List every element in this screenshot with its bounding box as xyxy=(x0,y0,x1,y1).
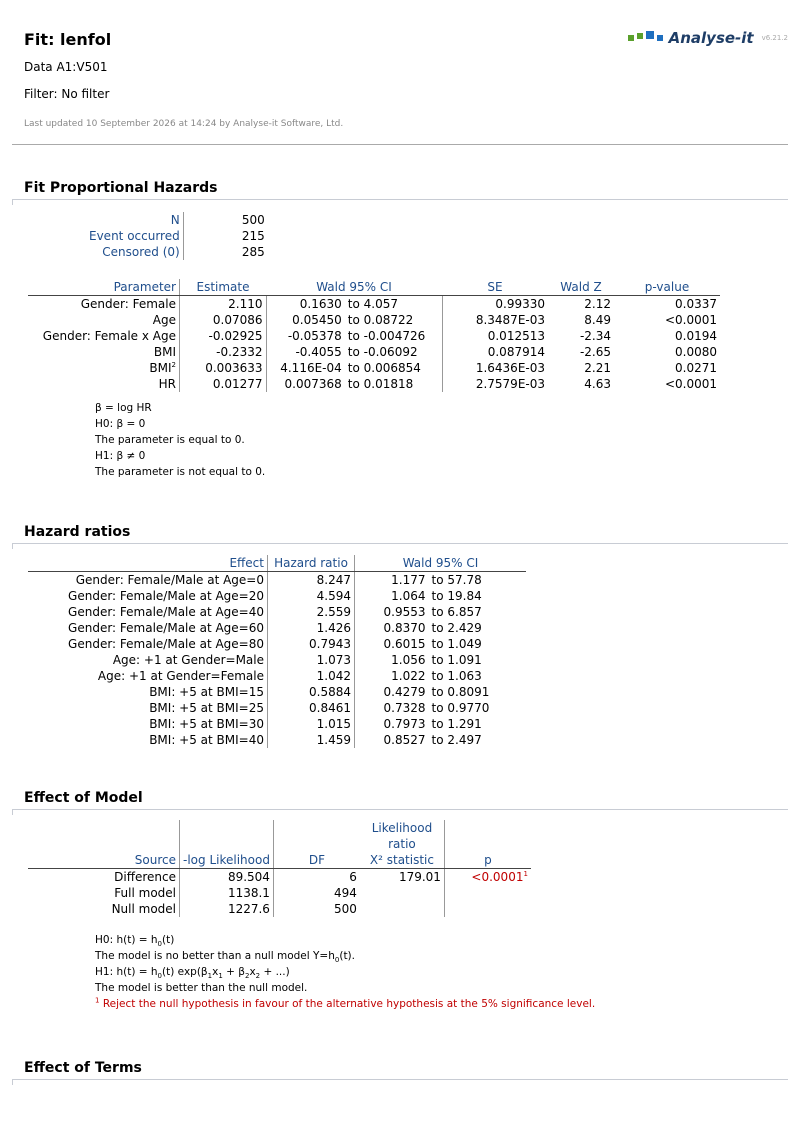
se-value: 0.99330 xyxy=(495,297,545,311)
table-row xyxy=(28,344,720,360)
p-value: 0.0337 xyxy=(675,297,717,311)
effect-name: BMI: +5 at BMI=40 xyxy=(28,732,268,748)
table-row xyxy=(28,869,531,886)
ci-upper: to -0.004726 xyxy=(345,328,442,344)
hazard-ratio-value: 1.015 xyxy=(268,716,355,732)
df-value: 494 xyxy=(334,886,357,900)
source-name: Difference xyxy=(28,869,180,886)
ci-lower: -0.4055 xyxy=(295,345,342,359)
ci-upper: to 0.8091 xyxy=(431,685,490,699)
p-value xyxy=(444,901,531,917)
section-divider xyxy=(12,543,788,544)
ci-lower: 0.9553 xyxy=(383,605,426,619)
se-value: 8.3487E-03 xyxy=(475,313,545,327)
hazard-ratio-value: 1.042 xyxy=(268,668,355,684)
model-table xyxy=(28,820,531,917)
logo-square-icon xyxy=(657,35,663,41)
ci-upper: to 1.049 xyxy=(431,637,482,651)
p-value: 0.0271 xyxy=(675,361,717,375)
loglik-value: 1227.6 xyxy=(180,901,274,917)
ci-lower: 0.8527 xyxy=(383,733,426,747)
effect-name: Gender: Female/Male at Age=0 xyxy=(28,572,268,589)
ci-upper: to 0.9770 xyxy=(431,701,490,715)
hazard-ratio-value: 4.594 xyxy=(268,588,355,604)
df-value: 500 xyxy=(334,902,357,916)
report-title: Fit: lenfol xyxy=(24,30,112,49)
parameter-name: Gender: Female x Age xyxy=(28,328,180,344)
z-value: 8.49 xyxy=(584,313,611,327)
estimate-value: -0.2332 xyxy=(180,344,267,360)
summary-value: 215 xyxy=(241,229,265,243)
section-divider-tick xyxy=(12,199,13,205)
summary-row xyxy=(86,228,268,244)
hazard-ratio-value: 0.7943 xyxy=(268,636,355,652)
estimate-value: 2.110 xyxy=(180,296,267,313)
last-updated: Last updated 10 September 2026 at 14:24 by Analyse-it Software, Ltd. xyxy=(24,119,344,129)
col-header-df: DF xyxy=(273,852,360,869)
version-label: v6.21.2 xyxy=(761,34,788,42)
hazard-ratio-value: 8.247 xyxy=(268,572,355,589)
table-row xyxy=(28,296,720,313)
table-row xyxy=(28,376,720,392)
ci-lower: 0.6015 xyxy=(383,637,426,651)
summary-value: 500 xyxy=(241,213,265,227)
logo-square-icon xyxy=(637,33,643,39)
z-value: 2.12 xyxy=(584,297,611,311)
ci-lower: 0.7328 xyxy=(383,701,426,715)
table-row xyxy=(28,885,531,901)
brand-logo xyxy=(628,29,788,47)
col-header-likelihood: Likelihood xyxy=(360,820,445,836)
p-value: 0.0194 xyxy=(675,329,717,343)
summary-row xyxy=(86,212,268,228)
table-row xyxy=(28,312,720,328)
hazard-ratio-value: 2.559 xyxy=(268,604,355,620)
ci-upper: to 6.857 xyxy=(431,605,482,619)
table-row xyxy=(28,684,526,700)
col-header-wald-ci: Wald 95% CI xyxy=(355,555,527,572)
col-header-ratio: ratio xyxy=(360,836,445,852)
table-row xyxy=(28,636,526,652)
ci-lower: 0.7973 xyxy=(383,717,426,731)
summary-table xyxy=(86,212,268,260)
ci-lower: -0.05378 xyxy=(287,329,342,343)
ci-lower: 1.177 xyxy=(391,573,426,587)
estimate-value: 0.01277 xyxy=(180,376,267,392)
fit-note-line: H1: β ≠ 0 xyxy=(95,450,146,462)
model-h1-desc: The model is better than the null model. xyxy=(95,982,308,994)
summary-row xyxy=(86,244,268,260)
p-value xyxy=(444,885,531,901)
col-header-wald-z: Wald Z xyxy=(548,279,614,296)
ci-upper: to 0.006854 xyxy=(345,360,442,376)
source-name: Null model xyxy=(28,901,180,917)
section-title-fit: Fit Proportional Hazards xyxy=(24,180,218,196)
summary-label: Event occurred xyxy=(86,228,183,244)
table-row xyxy=(28,732,526,748)
df-value: 6 xyxy=(349,870,357,884)
col-header-loglik: -log Likelihood xyxy=(180,852,274,869)
effect-name: BMI: +5 at BMI=30 xyxy=(28,716,268,732)
ci-lower: 0.1630 xyxy=(299,297,342,311)
section-divider xyxy=(12,809,788,810)
x2-value xyxy=(360,885,445,901)
col-header-estimate: Estimate xyxy=(180,279,267,296)
parameter-name: Age xyxy=(28,312,180,328)
section-title-model: Effect of Model xyxy=(24,790,143,806)
table-row xyxy=(28,716,526,732)
col-header-se: SE xyxy=(442,279,548,296)
z-value: -2.65 xyxy=(579,345,611,359)
section-title-terms: Effect of Terms xyxy=(24,1060,142,1076)
p-value: <0.0001 xyxy=(664,313,717,327)
hazard-ratio-value: 0.5884 xyxy=(268,684,355,700)
parameter-name: BMI xyxy=(28,344,180,360)
table-row xyxy=(28,620,526,636)
data-range: Data A1:V501 xyxy=(24,60,108,74)
effect-name: BMI: +5 at BMI=25 xyxy=(28,700,268,716)
model-h1: H1: $h(t) = h_0(t) \exp(\beta_1x_1 + \beta_2x_2$ + ...) xyxy=(95,966,290,981)
ci-lower: 1.056 xyxy=(391,653,426,667)
effect-name: Age: +1 at Gender=Male xyxy=(28,652,268,668)
p-value: 0.0080 xyxy=(675,345,717,359)
fit-notes xyxy=(95,400,265,480)
effect-name: Gender: Female/Male at Age=80 xyxy=(28,636,268,652)
parameter-name: HR xyxy=(28,376,180,392)
estimate-value: 0.003633 xyxy=(180,360,267,376)
z-value: 4.63 xyxy=(584,377,611,391)
col-header-p-value: p-value xyxy=(614,279,720,296)
logo-square-icon xyxy=(628,35,634,41)
ci-lower: 4.116E-04 xyxy=(280,361,342,375)
parameter-name: Gender: Female xyxy=(28,296,180,313)
summary-label: Censored (0) xyxy=(86,244,183,260)
section-divider-tick xyxy=(12,809,13,815)
summary-label: N xyxy=(86,212,183,228)
ci-upper: to 1.091 xyxy=(431,653,482,667)
section-divider-tick xyxy=(12,543,13,549)
model-notes xyxy=(95,932,595,1012)
p-value: <0.0001 xyxy=(664,377,717,391)
table-row xyxy=(28,901,531,917)
hazard-ratio-value: 1.426 xyxy=(268,620,355,636)
ci-upper: to 0.08722 xyxy=(345,312,442,328)
section-divider xyxy=(12,199,788,200)
ci-upper: to 19.84 xyxy=(431,589,482,603)
fit-note-line: The parameter is not equal to 0. xyxy=(95,466,266,478)
source-name: Full model xyxy=(28,885,180,901)
estimate-value: -0.02925 xyxy=(180,328,267,344)
fit-note-line: β = log HR xyxy=(95,402,152,414)
ci-upper: to 0.01818 xyxy=(345,376,442,392)
estimate-value: 0.07086 xyxy=(180,312,267,328)
ci-lower: 0.007368 xyxy=(284,377,342,391)
ci-upper: to 2.429 xyxy=(431,621,482,635)
table-row xyxy=(28,668,526,684)
se-value: 0.012513 xyxy=(487,329,545,343)
ci-upper: to 1.063 xyxy=(431,669,482,683)
hazard-ratio-value: 0.8461 xyxy=(268,700,355,716)
section-divider-tick xyxy=(12,1079,13,1085)
table-row xyxy=(28,700,526,716)
z-value: 2.21 xyxy=(584,361,611,375)
table-row xyxy=(28,572,526,589)
ci-upper: to 1.291 xyxy=(431,717,482,731)
fit-note-line: The parameter is equal to 0. xyxy=(95,434,245,446)
loglik-value: 1138.1 xyxy=(180,885,274,901)
effect-name: Gender: Female/Male at Age=20 xyxy=(28,588,268,604)
ci-lower: 0.05450 xyxy=(292,313,342,327)
logo-square-icon xyxy=(646,31,654,39)
filter-info: Filter: No filter xyxy=(24,87,110,101)
ci-upper: to 4.057 xyxy=(345,296,442,313)
se-value: 1.6436E-03 xyxy=(475,361,545,375)
parameter-name: BMI$^2$ xyxy=(28,360,180,376)
p-value: $<0.0001^1$ xyxy=(471,870,528,884)
col-header-parameter: Parameter xyxy=(28,279,180,296)
fit-note-line: H0: β = 0 xyxy=(95,418,146,430)
header-divider xyxy=(12,144,788,145)
effect-name: Age: +1 at Gender=Female xyxy=(28,668,268,684)
section-title-hazard: Hazard ratios xyxy=(24,524,131,540)
table-row xyxy=(28,360,720,376)
table-row xyxy=(28,604,526,620)
parameter-table xyxy=(28,279,720,392)
col-header-p: p xyxy=(444,852,531,869)
hazard-ratio-value: 1.073 xyxy=(268,652,355,668)
effect-name: BMI: +5 at BMI=15 xyxy=(28,684,268,700)
x2-value xyxy=(360,901,445,917)
ci-lower: 1.022 xyxy=(391,669,426,683)
col-header-effect: Effect xyxy=(28,555,268,572)
col-header-hazard-ratio: Hazard ratio xyxy=(268,555,355,572)
effect-name: Gender: Female/Male at Age=40 xyxy=(28,604,268,620)
z-value: -2.34 xyxy=(579,329,611,343)
model-h0-desc: The model is no better than a null model $Y=h_0(t)$. xyxy=(95,950,355,965)
x2-value: 179.01 xyxy=(360,869,445,886)
ci-lower: 1.064 xyxy=(391,589,426,603)
ci-upper: to -0.06092 xyxy=(345,344,442,360)
ci-upper: to 2.497 xyxy=(431,733,482,747)
table-row xyxy=(28,328,720,344)
col-header-source: Source xyxy=(28,852,180,869)
col-header-wald-ci: Wald 95% CI xyxy=(266,279,442,296)
table-row xyxy=(28,588,526,604)
summary-value: 285 xyxy=(241,245,265,259)
col-header-x2: X² statistic xyxy=(360,852,445,869)
effect-name: Gender: Female/Male at Age=60 xyxy=(28,620,268,636)
loglik-value: 89.504 xyxy=(180,869,274,886)
section-divider xyxy=(12,1079,788,1080)
table-row xyxy=(28,652,526,668)
model-footnote: $^1$ Reject the null hypothesis in favour of the alternative hypothesis at the 5% significance level. xyxy=(95,996,596,1010)
brand-name: Analyse-it xyxy=(668,29,754,47)
hazard-ratio-value: 1.459 xyxy=(268,732,355,748)
se-value: 2.7579E-03 xyxy=(475,377,545,391)
ci-upper: to 57.78 xyxy=(431,573,482,587)
se-value: 0.087914 xyxy=(487,345,545,359)
ci-lower: 0.4279 xyxy=(383,685,426,699)
ci-lower: 0.8370 xyxy=(383,621,426,635)
model-h0: H0: $h(t) = h_0(t)$ xyxy=(95,934,175,949)
hazard-ratio-table xyxy=(28,555,526,748)
